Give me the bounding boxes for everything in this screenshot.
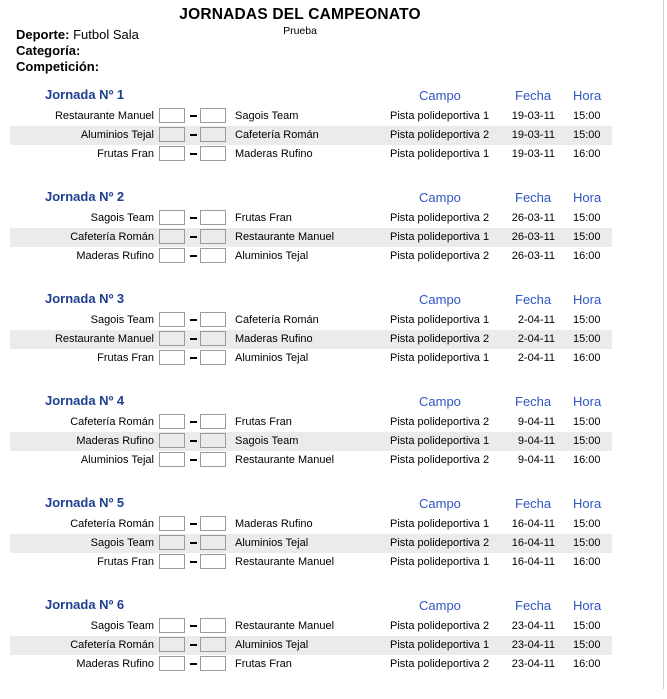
match-time: 15:00: [573, 314, 601, 326]
match-row: [10, 655, 612, 674]
deporte-label: Deporte:: [16, 27, 70, 42]
away-team: Restaurante Manuel: [235, 454, 335, 466]
away-score-box[interactable]: [200, 248, 226, 263]
jornada-block: [0, 189, 667, 291]
away-team: Maderas Rufino: [235, 148, 313, 160]
match-field: Pista polideportiva 2: [390, 537, 490, 549]
match-time: 15:00: [573, 435, 601, 447]
home-team: Sagois Team: [90, 212, 154, 224]
match-field: Pista polideportiva 1: [390, 435, 490, 447]
home-team: Maderas Rufino: [76, 658, 154, 670]
score-separator: [190, 421, 197, 423]
match-date: 16-04-11: [511, 518, 555, 530]
column-header-campo: Campo: [419, 88, 461, 103]
jornada-block: [0, 495, 667, 597]
column-header-campo: Campo: [419, 394, 461, 409]
column-header-fecha: Fecha: [515, 292, 552, 307]
match-time: 15:00: [573, 110, 601, 122]
home-score-box[interactable]: [159, 248, 185, 263]
categoria-line: [16, 43, 80, 59]
match-date: 9-04-11: [517, 435, 555, 447]
jornada-block: [0, 393, 667, 495]
competicion-line: [16, 59, 99, 75]
match-field: Pista polideportiva 2: [390, 658, 490, 670]
home-score-box[interactable]: [159, 452, 185, 467]
match-time: 15:00: [573, 639, 601, 651]
match-row: [10, 534, 612, 553]
column-header-hora: Hora: [573, 88, 602, 103]
home-team: Cafetería Román: [70, 416, 154, 428]
score-separator: [190, 459, 197, 461]
column-header-campo: Campo: [419, 598, 461, 613]
column-header-hora: Hora: [573, 496, 602, 511]
match-date: 23-04-11: [511, 620, 555, 632]
home-team: Frutas Fran: [97, 148, 154, 160]
home-score-box[interactable]: [159, 656, 185, 671]
home-team: Frutas Fran: [97, 352, 154, 364]
away-score-box[interactable]: [200, 414, 226, 429]
home-score-box[interactable]: [159, 108, 185, 123]
home-team: Maderas Rufino: [76, 250, 154, 262]
home-team: Maderas Rufino: [76, 435, 154, 447]
away-score-box[interactable]: [200, 127, 226, 142]
away-team: Restaurante Manuel: [235, 620, 335, 632]
jornada-block: [0, 291, 667, 393]
away-team: Frutas Fran: [235, 658, 292, 670]
away-team: Cafetería Román: [235, 129, 319, 141]
score-separator: [190, 357, 197, 359]
score-separator: [190, 255, 197, 257]
home-score-box[interactable]: [159, 535, 185, 550]
away-team: Frutas Fran: [235, 212, 292, 224]
match-time: 15:00: [573, 231, 601, 243]
score-separator: [190, 542, 197, 544]
column-header-fecha: Fecha: [515, 88, 552, 103]
match-time: 16:00: [573, 352, 601, 364]
page-title: JORNADAS DEL CAMPEONATO: [179, 6, 421, 23]
match-row: [10, 515, 612, 534]
home-team: Cafetería Román: [70, 639, 154, 651]
column-header-fecha: Fecha: [515, 190, 552, 205]
match-field: Pista polideportiva 1: [390, 556, 490, 568]
column-header-campo: Campo: [419, 190, 461, 205]
match-time: 15:00: [573, 333, 601, 345]
match-field: Pista polideportiva 2: [390, 454, 490, 466]
column-header-hora: Hora: [573, 190, 602, 205]
away-score-box[interactable]: [200, 516, 226, 531]
match-row: [10, 209, 612, 228]
match-date: 23-04-11: [511, 658, 555, 670]
jornada-block: [0, 87, 667, 189]
away-score-box[interactable]: [200, 350, 226, 365]
home-score-box[interactable]: [159, 127, 185, 142]
home-team: Restaurante Manuel: [54, 110, 154, 122]
match-date: 16-04-11: [511, 537, 555, 549]
match-field: Pista polideportiva 1: [390, 231, 490, 243]
column-header-campo: Campo: [419, 292, 461, 307]
away-team: Cafetería Román: [235, 314, 319, 326]
score-separator: [190, 561, 197, 563]
match-row: [10, 451, 612, 470]
match-row: [10, 413, 612, 432]
home-team: Restaurante Manuel: [54, 333, 154, 345]
match-field: Pista polideportiva 1: [390, 352, 490, 364]
away-team: Sagois Team: [235, 110, 299, 122]
away-team: Aluminios Tejal: [235, 250, 309, 262]
match-field: Pista polideportiva 2: [390, 250, 490, 262]
score-separator: [190, 134, 197, 136]
home-score-box[interactable]: [159, 618, 185, 633]
away-team: Restaurante Manuel: [235, 556, 335, 568]
score-separator: [190, 644, 197, 646]
match-date: 9-04-11: [517, 416, 555, 428]
match-date: 23-04-11: [511, 639, 555, 651]
column-header-fecha: Fecha: [515, 496, 552, 511]
match-field: Pista polideportiva 2: [390, 333, 490, 345]
jornada-block: [0, 597, 667, 699]
page-subtitle: Prueba: [283, 25, 317, 37]
jornada-title: Jornada Nº 4: [45, 393, 125, 408]
away-score-box[interactable]: [200, 618, 226, 633]
match-field: Pista polideportiva 2: [390, 129, 490, 141]
match-date: 2-04-11: [517, 352, 555, 364]
away-team: Maderas Rufino: [235, 518, 313, 530]
jornada-title: Jornada Nº 3: [45, 291, 125, 306]
score-separator: [190, 338, 197, 340]
home-score-box[interactable]: [159, 554, 185, 569]
competicion-label: Competición:: [16, 59, 100, 74]
home-score-box[interactable]: [159, 516, 185, 531]
home-score-box[interactable]: [159, 210, 185, 225]
match-date: 9-04-11: [517, 454, 555, 466]
away-score-box[interactable]: [200, 146, 226, 161]
column-header-hora: Hora: [573, 598, 602, 613]
column-header-hora: Hora: [573, 292, 602, 307]
column-header-fecha: Fecha: [515, 598, 552, 613]
home-score-box[interactable]: [159, 637, 185, 652]
away-score-box[interactable]: [200, 637, 226, 652]
match-time: 16:00: [573, 454, 601, 466]
score-separator: [190, 319, 197, 321]
score-separator: [190, 115, 197, 117]
home-team: Sagois Team: [90, 314, 154, 326]
jornada-title: Jornada Nº 1: [45, 87, 125, 102]
home-team: Sagois Team: [90, 620, 154, 632]
away-score-box[interactable]: [200, 210, 226, 225]
jornada-title: Jornada Nº 5: [45, 495, 125, 510]
home-score-box[interactable]: [159, 146, 185, 161]
away-score-box[interactable]: [200, 229, 226, 244]
jornada-title: Jornada Nº 6: [45, 597, 125, 612]
match-row: [10, 432, 612, 451]
match-time: 16:00: [573, 658, 601, 670]
away-score-box[interactable]: [200, 535, 226, 550]
home-team: Aluminios Tejal: [80, 129, 154, 141]
match-time: 16:00: [573, 250, 601, 262]
match-time: 15:00: [573, 416, 601, 428]
away-team: Aluminios Tejal: [235, 352, 309, 364]
home-team: Cafetería Román: [70, 231, 154, 243]
away-score-box[interactable]: [200, 108, 226, 123]
away-team: Aluminios Tejal: [235, 639, 309, 651]
match-time: 15:00: [573, 620, 601, 632]
score-separator: [190, 663, 197, 665]
home-score-box[interactable]: [159, 433, 185, 448]
match-row: [10, 553, 612, 572]
match-date: 16-04-11: [511, 556, 555, 568]
away-team: Sagois Team: [235, 435, 299, 447]
home-score-box[interactable]: [159, 414, 185, 429]
away-score-box[interactable]: [200, 331, 226, 346]
away-team: Restaurante Manuel: [235, 231, 335, 243]
score-separator: [190, 236, 197, 238]
deporte-line: [16, 27, 139, 43]
match-row: [10, 330, 612, 349]
match-row: [10, 228, 612, 247]
match-field: Pista polideportiva 2: [390, 212, 490, 224]
match-time: 15:00: [573, 212, 601, 224]
match-row: [10, 126, 612, 145]
away-score-box[interactable]: [200, 433, 226, 448]
home-score-box[interactable]: [159, 350, 185, 365]
away-team: Aluminios Tejal: [235, 537, 309, 549]
categoria-label: Categoría:: [16, 43, 81, 58]
home-team: Frutas Fran: [97, 556, 154, 568]
match-time: 16:00: [573, 556, 601, 568]
deporte-value: Futbol Sala: [73, 27, 139, 42]
score-separator: [190, 153, 197, 155]
column-header-fecha: Fecha: [515, 394, 552, 409]
match-field: Pista polideportiva 1: [390, 110, 490, 122]
match-date: 26-03-11: [511, 212, 555, 224]
match-row: [10, 145, 612, 164]
match-date: 19-03-11: [511, 129, 555, 141]
home-score-box[interactable]: [159, 331, 185, 346]
match-date: 19-03-11: [511, 148, 555, 160]
home-team: Sagois Team: [90, 537, 154, 549]
match-row: [10, 636, 612, 655]
match-time: 15:00: [573, 518, 601, 530]
match-time: 16:00: [573, 148, 601, 160]
match-date: 2-04-11: [517, 314, 555, 326]
column-header-hora: Hora: [573, 394, 602, 409]
score-separator: [190, 440, 197, 442]
match-date: 19-03-11: [511, 110, 555, 122]
match-time: 15:00: [573, 537, 601, 549]
away-score-box[interactable]: [200, 452, 226, 467]
away-team: Frutas Fran: [235, 416, 292, 428]
column-header-campo: Campo: [419, 496, 461, 511]
match-field: Pista polideportiva 1: [390, 518, 490, 530]
match-row: [10, 247, 612, 266]
home-score-box[interactable]: [159, 312, 185, 327]
match-field: Pista polideportiva 2: [390, 620, 490, 632]
match-field: Pista polideportiva 1: [390, 314, 490, 326]
score-separator: [190, 523, 197, 525]
away-score-box[interactable]: [200, 554, 226, 569]
match-date: 26-03-11: [511, 250, 555, 262]
match-time: 15:00: [573, 129, 601, 141]
match-field: Pista polideportiva 1: [390, 148, 490, 160]
match-date: 26-03-11: [511, 231, 555, 243]
match-row: [10, 349, 612, 368]
away-score-box[interactable]: [200, 656, 226, 671]
match-date: 2-04-11: [517, 333, 555, 345]
home-team: Aluminios Tejal: [80, 454, 154, 466]
home-team: Cafetería Román: [70, 518, 154, 530]
score-separator: [190, 625, 197, 627]
jornada-title: Jornada Nº 2: [45, 189, 125, 204]
match-row: [10, 311, 612, 330]
match-field: Pista polideportiva 2: [390, 416, 490, 428]
match-row: [10, 107, 612, 126]
away-score-box[interactable]: [200, 312, 226, 327]
score-separator: [190, 217, 197, 219]
match-row: [10, 617, 612, 636]
away-team: Maderas Rufino: [235, 333, 313, 345]
home-score-box[interactable]: [159, 229, 185, 244]
match-field: Pista polideportiva 1: [390, 639, 490, 651]
